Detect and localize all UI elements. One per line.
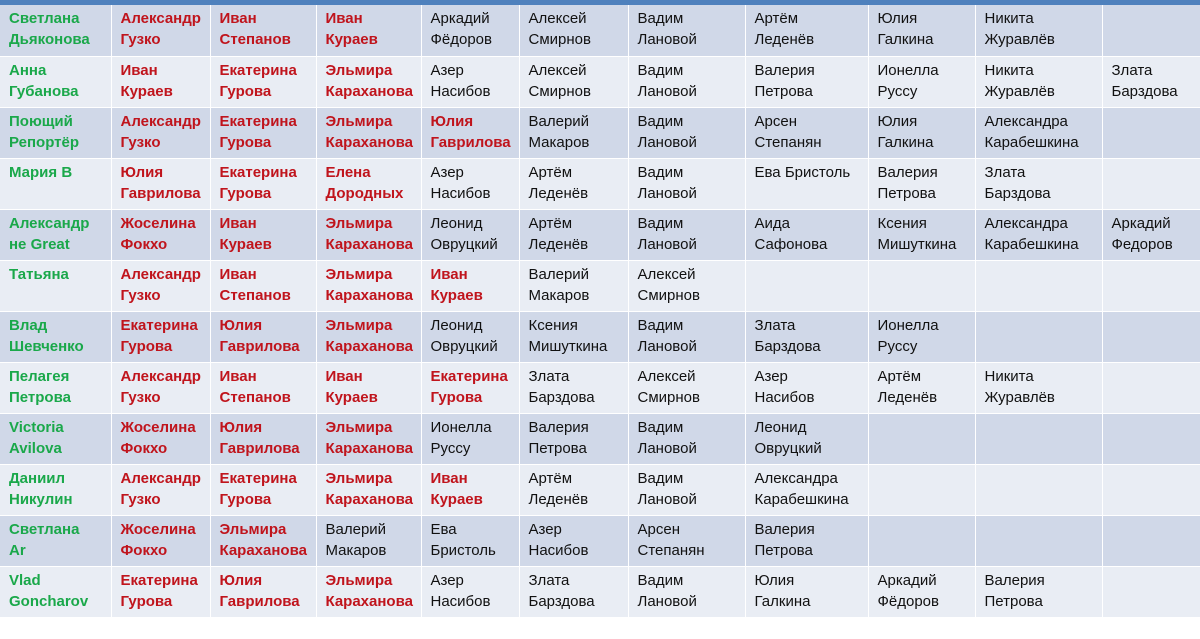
table-cell: Никита Журавлёв xyxy=(975,5,1102,56)
table-cell: Вадим Лановой xyxy=(628,107,745,158)
table-cell xyxy=(745,260,868,311)
row-header-cell: Поющий Репортёр xyxy=(0,107,111,158)
table-cell: Артём Леденёв xyxy=(868,362,975,413)
table-cell: Вадим Лановой xyxy=(628,209,745,260)
table-cell: Валерия Петрова xyxy=(868,158,975,209)
table-cell: Азер Насибов xyxy=(421,56,519,107)
table-cell: Эльмира Караханова xyxy=(316,107,421,158)
table-cell: Никита Журавлёв xyxy=(975,362,1102,413)
table-cell: Алексей Смирнов xyxy=(519,56,628,107)
table-cell: Арсен Степанян xyxy=(628,515,745,566)
table-cell xyxy=(868,413,975,464)
table-cell: Аркадий Фёдоров xyxy=(868,566,975,617)
table-cell: Иван Кураев xyxy=(316,5,421,56)
table-cell: Юлия Гаврилова xyxy=(421,107,519,158)
table-cell: Артём Леденёв xyxy=(519,464,628,515)
table-cell: Екатерина Гурова xyxy=(210,158,316,209)
row-header-cell: Даниил Никулин xyxy=(0,464,111,515)
votes-table xyxy=(0,5,1200,618)
table-cell: Александр Гузко xyxy=(111,5,210,56)
table-cell xyxy=(1102,311,1200,362)
table-cell: Юлия Гаврилова xyxy=(111,158,210,209)
table-cell: Жоселина Фокхо xyxy=(111,413,210,464)
table-row xyxy=(0,362,1200,413)
table-cell: Вадим Лановой xyxy=(628,5,745,56)
row-header-cell: Vlad Goncharov xyxy=(0,566,111,617)
table-cell xyxy=(1102,566,1200,617)
table-row xyxy=(0,464,1200,515)
table-cell: Азер Насибов xyxy=(421,158,519,209)
table-cell: Аида Сафонова xyxy=(745,209,868,260)
table-cell: Александр Гузко xyxy=(111,107,210,158)
table-row xyxy=(0,515,1200,566)
table-cell: Злата Барздова xyxy=(1102,56,1200,107)
table-cell: Валерия Петрова xyxy=(745,515,868,566)
table-cell: Жоселина Фокхо xyxy=(111,515,210,566)
table-body xyxy=(0,5,1200,617)
table-cell: Артём Леденёв xyxy=(745,5,868,56)
table-cell xyxy=(975,464,1102,515)
table-cell xyxy=(1102,464,1200,515)
table-cell: Иван Кураев xyxy=(421,260,519,311)
row-header-cell: Александр не Great xyxy=(0,209,111,260)
table-cell: Юлия Гаврилова xyxy=(210,413,316,464)
table-row xyxy=(0,566,1200,617)
table-cell: Юлия Галкина xyxy=(745,566,868,617)
row-header-cell: Анна Губанова xyxy=(0,56,111,107)
table-cell: Вадим Лановой xyxy=(628,464,745,515)
table-cell: Эльмира Караханова xyxy=(316,413,421,464)
table-row xyxy=(0,5,1200,56)
table-cell: Екатерина Гурова xyxy=(421,362,519,413)
table-cell: Валерий Макаров xyxy=(316,515,421,566)
table-row xyxy=(0,158,1200,209)
table-cell xyxy=(1102,515,1200,566)
table-cell: Аркадий Федоров xyxy=(1102,209,1200,260)
table-cell: Александра Карабешкина xyxy=(975,209,1102,260)
table-cell: Ионелла Руссу xyxy=(868,311,975,362)
table-cell: Александр Гузко xyxy=(111,464,210,515)
table-cell: Эльмира Караханова xyxy=(316,566,421,617)
table-cell: Алексей Смирнов xyxy=(628,362,745,413)
table-cell: Ксения Мишуткина xyxy=(519,311,628,362)
table-cell: Арсен Степанян xyxy=(745,107,868,158)
table-cell: Леонид Овруцкий xyxy=(421,311,519,362)
table-cell: Екатерина Гурова xyxy=(111,311,210,362)
table-cell: Азер Насибов xyxy=(421,566,519,617)
table-cell: Аркадий Фёдоров xyxy=(421,5,519,56)
row-header-cell: Пелагея Петрова xyxy=(0,362,111,413)
table-cell: Артём Леденёв xyxy=(519,158,628,209)
table-cell: Азер Насибов xyxy=(745,362,868,413)
table-cell: Александра Карабешкина xyxy=(745,464,868,515)
table-cell: Валерия Петрова xyxy=(519,413,628,464)
table-cell: Алексей Смирнов xyxy=(628,260,745,311)
table-cell: Иван Степанов xyxy=(210,5,316,56)
table-cell: Екатерина Гурова xyxy=(210,464,316,515)
table-cell: Артём Леденёв xyxy=(519,209,628,260)
table-cell: Иван Кураев xyxy=(111,56,210,107)
table-cell xyxy=(1102,413,1200,464)
table-cell xyxy=(868,515,975,566)
table-cell: Екатерина Гурова xyxy=(111,566,210,617)
table-cell: Эльмира Караханова xyxy=(210,515,316,566)
table-cell: Вадим Лановой xyxy=(628,158,745,209)
table-cell: Злата Барздова xyxy=(519,566,628,617)
table-cell: Алексей Смирнов xyxy=(519,5,628,56)
table-cell: Леонид Овруцкий xyxy=(745,413,868,464)
table-cell: Иван Кураев xyxy=(210,209,316,260)
table-row xyxy=(0,413,1200,464)
table-cell: Юлия Галкина xyxy=(868,5,975,56)
row-header-cell: Светлана Ar xyxy=(0,515,111,566)
table-cell: Злата Барздова xyxy=(519,362,628,413)
table-cell xyxy=(1102,362,1200,413)
table-cell: Злата Барздова xyxy=(745,311,868,362)
table-cell: Валерий Макаров xyxy=(519,260,628,311)
table-cell: Ионелла Руссу xyxy=(421,413,519,464)
table-cell: Эльмира Караханова xyxy=(316,56,421,107)
table-cell: Эльмира Караханова xyxy=(316,260,421,311)
table-cell: Александра Карабешкина xyxy=(975,107,1102,158)
table-cell: Юлия Галкина xyxy=(868,107,975,158)
table-cell xyxy=(868,260,975,311)
table-cell: Ева Бристоль xyxy=(745,158,868,209)
table-cell: Екатерина Гурова xyxy=(210,56,316,107)
table-cell: Иван Степанов xyxy=(210,260,316,311)
table-cell xyxy=(1102,5,1200,56)
table-cell: Ксения Мишуткина xyxy=(868,209,975,260)
table-cell xyxy=(1102,107,1200,158)
table-cell: Иван Степанов xyxy=(210,362,316,413)
table-cell: Азер Насибов xyxy=(519,515,628,566)
table-cell: Елена Дородных xyxy=(316,158,421,209)
table-cell: Валерия Петрова xyxy=(745,56,868,107)
table-cell xyxy=(1102,158,1200,209)
table-cell: Жоселина Фокхо xyxy=(111,209,210,260)
table-cell xyxy=(975,311,1102,362)
table-cell: Валерия Петрова xyxy=(975,566,1102,617)
table-cell: Злата Барздова xyxy=(975,158,1102,209)
table-cell: Леонид Овруцкий xyxy=(421,209,519,260)
table-cell xyxy=(975,260,1102,311)
table-cell xyxy=(975,413,1102,464)
table-cell: Александр Гузко xyxy=(111,362,210,413)
row-header-cell: Татьяна xyxy=(0,260,111,311)
table-row xyxy=(0,107,1200,158)
table-cell: Иван Кураев xyxy=(316,362,421,413)
table-cell: Эльмира Караханова xyxy=(316,209,421,260)
table-row xyxy=(0,260,1200,311)
table-row xyxy=(0,209,1200,260)
table-cell: Юлия Гаврилова xyxy=(210,566,316,617)
table-cell: Александр Гузко xyxy=(111,260,210,311)
row-header-cell: Светлана Дьяконова xyxy=(0,5,111,56)
table-cell: Эльмира Караханова xyxy=(316,464,421,515)
table-cell: Ионелла Руссу xyxy=(868,56,975,107)
table-cell: Вадим Лановой xyxy=(628,413,745,464)
table-cell: Вадим Лановой xyxy=(628,311,745,362)
table-cell xyxy=(868,464,975,515)
table-row xyxy=(0,311,1200,362)
table-cell: Валерий Макаров xyxy=(519,107,628,158)
table-cell: Ева Бристоль xyxy=(421,515,519,566)
table-cell: Вадим Лановой xyxy=(628,566,745,617)
table-cell: Вадим Лановой xyxy=(628,56,745,107)
row-header-cell: Victoria Avilova xyxy=(0,413,111,464)
row-header-cell: Влад Шевченко xyxy=(0,311,111,362)
table-cell: Иван Кураев xyxy=(421,464,519,515)
table-cell xyxy=(1102,260,1200,311)
row-header-cell: Мария В xyxy=(0,158,111,209)
table-cell: Юлия Гаврилова xyxy=(210,311,316,362)
table-cell: Никита Журавлёв xyxy=(975,56,1102,107)
table-cell: Екатерина Гурова xyxy=(210,107,316,158)
table-cell: Эльмира Караханова xyxy=(316,311,421,362)
table-cell xyxy=(975,515,1102,566)
table-row xyxy=(0,56,1200,107)
